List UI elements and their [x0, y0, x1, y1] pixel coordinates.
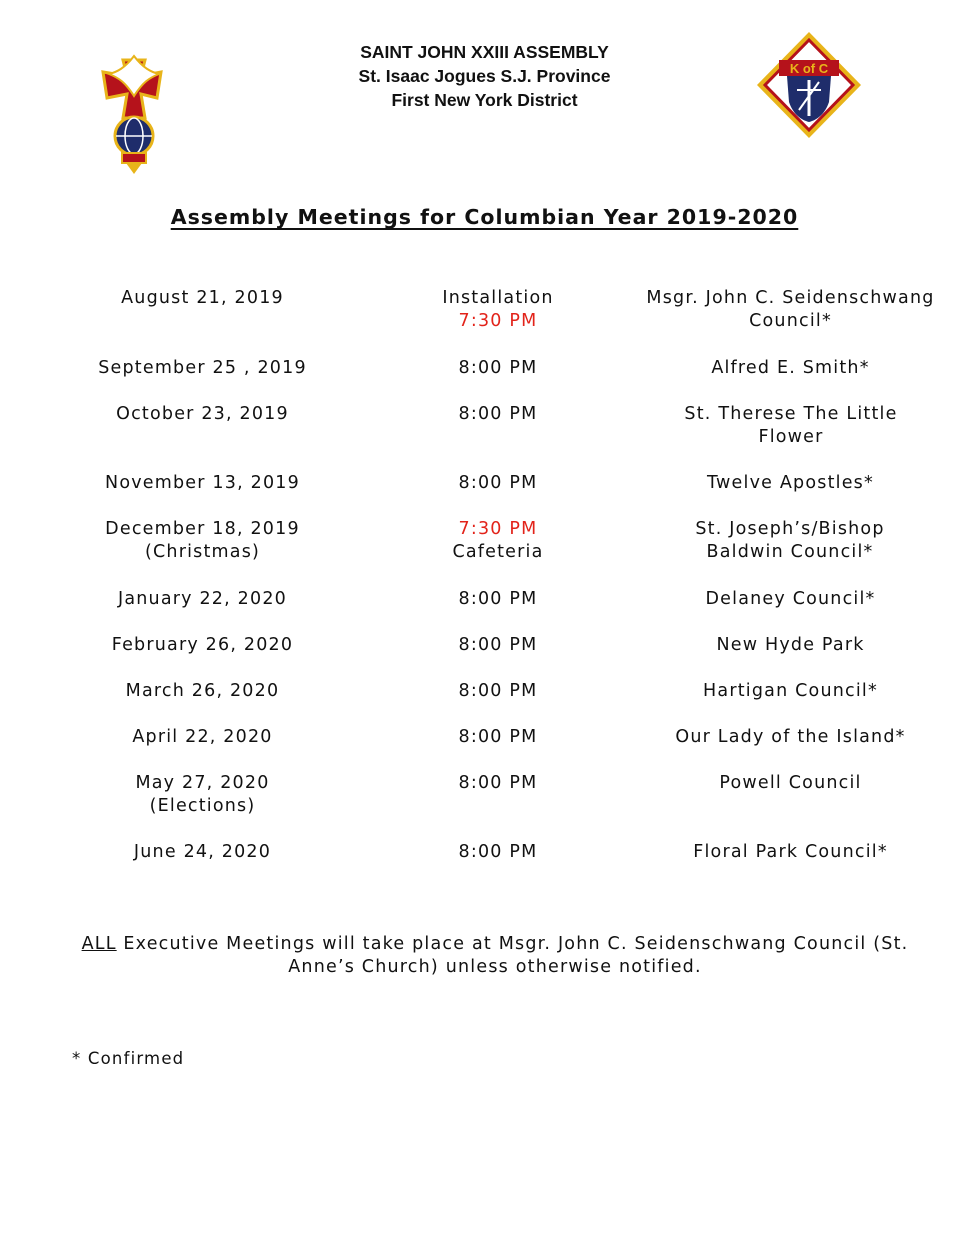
meeting-date: May 27, 2020 (Elections): [60, 772, 345, 818]
meeting-time: 8:00 PM: [458, 358, 538, 378]
meeting-location: St. Joseph’s/Bishop Baldwin Council*: [695, 519, 885, 562]
meeting-date: September 25 , 2019: [98, 358, 307, 378]
meeting-date: October 23, 2019: [116, 404, 289, 424]
meeting-location: Powell Council: [719, 773, 862, 793]
meeting-note: (Christmas): [144, 542, 261, 562]
meeting-time: 8:00 PM: [458, 727, 538, 747]
meeting-time: Installation 7:30 PM: [442, 288, 554, 331]
meeting-time: 8:00 PM: [458, 681, 538, 701]
meeting-time: 8:00 PM: [458, 842, 538, 862]
meeting-time: 8:00 PM: [458, 589, 538, 609]
meeting-date: March 26, 2020: [125, 681, 280, 701]
kofc-text-icon: K of C: [789, 61, 829, 76]
footer-emphasis: ALL: [81, 934, 117, 954]
meeting-date: February 26, 2020: [111, 635, 294, 655]
meeting-location: Msgr. John C. Seidenschwang Council*: [646, 288, 935, 331]
meeting-date: April 22, 2020: [132, 727, 273, 747]
meeting-date: June 24, 2020: [133, 842, 272, 862]
footer-text: Executive Meetings will take place at Msgr. John C. Seidenschwang Council (St. Anne’s Church) unless otherwise notified.: [116, 934, 909, 977]
meeting-time: 8:00 PM: [458, 404, 538, 424]
meeting-location: Alfred E. Smith*: [711, 358, 870, 378]
executive-meetings-note: [80, 933, 910, 979]
district-name: First New York District: [391, 90, 578, 110]
province-name: St. Isaac Jogues S.J. Province: [358, 66, 611, 86]
meeting-date: November 13, 2019: [105, 473, 300, 493]
meeting-location: Our Lady of the Island*: [675, 727, 906, 747]
assembly-header: [0, 40, 969, 112]
meeting-note: (Elections): [149, 796, 256, 816]
meeting-location: Floral Park Council*: [693, 842, 888, 862]
page-title: Assembly Meetings for Columbian Year 2019-2020: [170, 205, 799, 229]
meeting-time: 7:30 PM Cafeteria: [398, 518, 598, 564]
meeting-location: New Hyde Park: [716, 635, 865, 655]
meeting-time: 8:00 PM: [458, 773, 538, 793]
meeting-date: August 21, 2019: [121, 288, 284, 308]
meeting-location: St. Therese The Little Flower: [684, 404, 898, 447]
meeting-location: Delaney Council*: [705, 589, 876, 609]
meeting-location: Hartigan Council*: [703, 681, 878, 701]
meeting-date: January 22, 2020: [117, 589, 288, 609]
assembly-name: SAINT JOHN XXIII ASSEMBLY: [360, 42, 609, 62]
confirmed-legend: * Confirmed: [72, 1049, 185, 1068]
meeting-time: 8:00 PM: [458, 473, 538, 493]
meeting-date: December 18, 2019 (Christmas): [60, 518, 345, 564]
meeting-location: Twelve Apostles*: [707, 473, 874, 493]
meeting-venue: Cafeteria: [452, 542, 544, 562]
meeting-time: 8:00 PM: [458, 635, 538, 655]
